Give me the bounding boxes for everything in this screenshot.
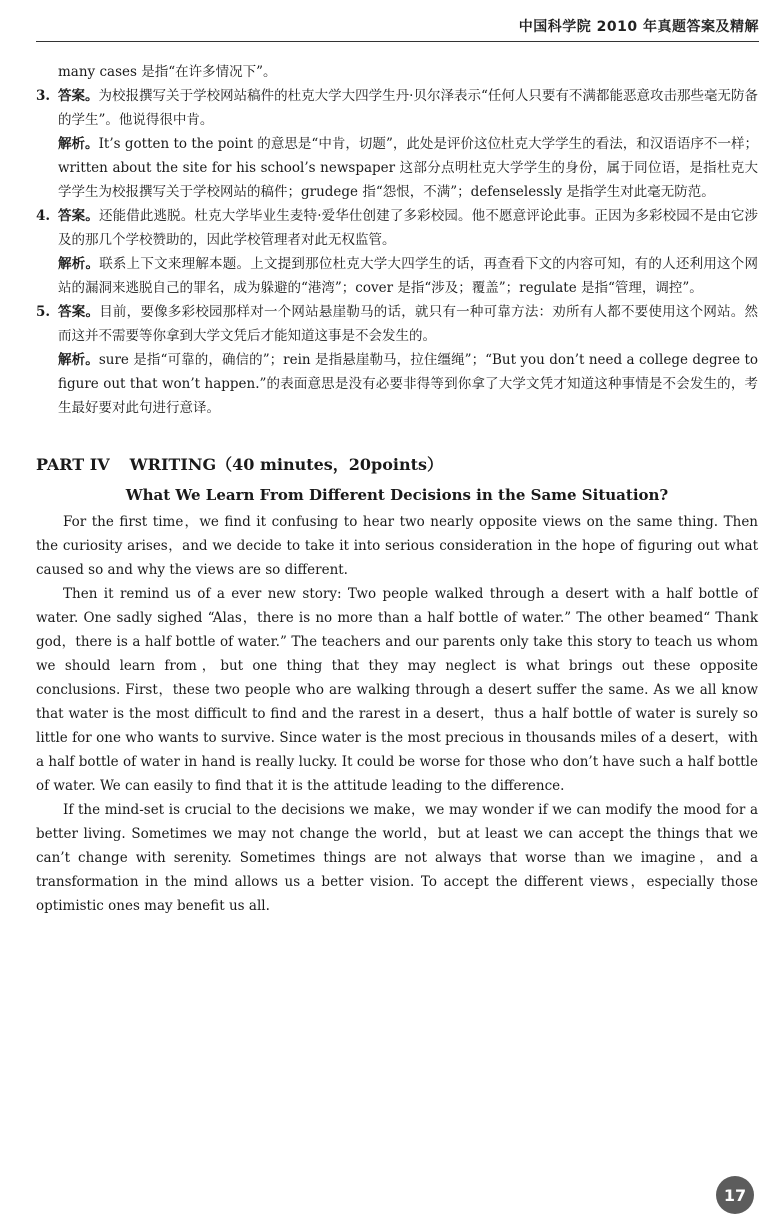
analysis-label: 解析。	[58, 352, 99, 368]
item-number: 5.	[36, 304, 51, 320]
analysis-text: It’s gotten to the point 的意思是“中肯，切题”，此处是评价这位杜克大学学生的看法，和汉语语序不一样；written about the site for his school’s newspaper 这部分点明杜克大学学生的身份，属于同位语，是指杜克大学学生为校报撰写关于学校网站的稿件；grudege 指“怨恨，不满”；defenselessly 是指学生对此毫无防范。	[58, 136, 758, 200]
answer-label: 答案。	[58, 208, 99, 224]
essay-title: What We Learn From Different Decisions in the Same Situation?	[125, 486, 669, 504]
continuation-line: many cases 是指“在许多情况下”。	[58, 64, 277, 80]
essay-paragraph: If the mind-set is crucial to the decisions we make，we may wonder if we can modify the mood for a better living. Sometimes we may not change the world，but at least we can accept the things that we can’t change with serenity. Sometimes things are not always that worse than we imagine，and a transformation in the mind allows us a better vision. To accept the different views，especially those optimistic ones may benefit us all.	[36, 802, 758, 914]
page-content	[36, 60, 758, 918]
answer-text: 为校报撰写关于学校网站稿件的杜克大学大四学生丹·贝尔泽表示“任何人只要有不满都能恶意攻击那些毫无防备的学生”。他说得很中肯。	[58, 88, 759, 128]
analysis-label: 解析。	[58, 136, 99, 152]
essay-paragraph: Then it remind us of a ever new story: Two people walked through a desert with a half bottle of water. One sadly sighed “Alas，there is no more than a half bottle of water.” The other beamed“ Thank god，there is a half bottle of water.” The teachers and our parents only take this story to teach us whom we should learn from，but one thing that they may neglect is what brings out these opposite conclusions. First，these two people who are walking through a desert suffer the same. As we all know that water is the most difficult to find and the rarest in a desert，thus a half bottle of water is surely so little for one who wants to survive. Since water is the most precious in thousands miles of a desert，with a half bottle of water in hand is really lucky. It could be worse for those who don’t have such a half bottle of water. We can easily to find that it is the attitude leading to the difference.	[36, 586, 758, 794]
answer-label: 答案。	[58, 88, 99, 104]
part-title: WRITING（40 minutes，20points）	[129, 455, 444, 474]
essay-paragraph: For the first time，we find it confusing to hear two nearly opposite views on the same thing. Then the curiosity arises，and we decide to take it into serious consideration in the hope of figuring out what caused so and why the views are so different.	[36, 514, 758, 578]
item-number: 4.	[36, 208, 51, 224]
running-header-title: 中国科学院 2010 年真题答案及精解	[518, 19, 759, 35]
item-number: 3.	[36, 88, 51, 104]
answer-item-3	[36, 84, 758, 204]
analysis-text: sure 是指“可靠的，确信的”；rein 是指悬崖勒马，拉住缰绳”；“But you don’t need a college degree to figure out that won’t happen.”的表面意思是没有必要非得等到你拿了大学文凭才知道这种事情是不会发生的，考生最好要对此句进行意译。	[58, 352, 759, 416]
answer-item-4	[36, 204, 758, 300]
essay-body	[36, 510, 758, 918]
answer-label: 答案。	[58, 304, 100, 320]
part-heading	[36, 452, 758, 478]
answer-text: 目前，要像多彩校园那样对一个网站悬崖勒马的话，就只有一种可靠方法：劝所有人都不要使用这个网站。然而这并不需要等你拿到大学文凭后才能知道这事是不会发生的。	[58, 304, 759, 344]
part-label: PART IV	[36, 455, 110, 474]
header-rule	[36, 41, 759, 42]
analysis-label: 解析。	[58, 256, 100, 272]
answer-text: 还能借此逃脱。杜克大学毕业生麦特·爱华仕创建了多彩校园。他不愿意评论此事。正因为多彩校园不是由它涉及的那几个学校赞助的，因此学校管理者对此无权监管。	[58, 208, 759, 248]
analysis-text: 联系上下文来理解本题。上文提到那位杜克大学大四学生的话，再查看下文的内容可知，有的人还利用这个网站的漏洞来逃脱自己的罪名，成为躲避的“港湾”；cover 是指“涉及；覆盖”；regulate 是指“管理，调控”。	[58, 256, 759, 296]
page-number-badge: 17	[716, 1176, 754, 1214]
answer-item-5	[36, 300, 758, 420]
